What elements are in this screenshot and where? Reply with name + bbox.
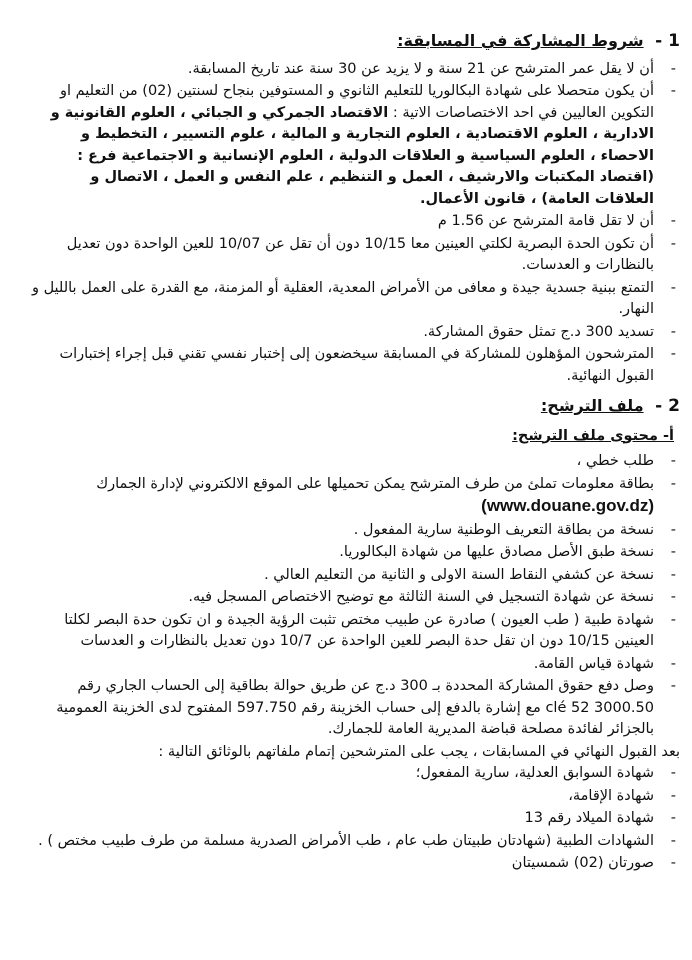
condition-height: - أن لا تقل قامة المترشح عن 1.56 م <box>28 211 680 233</box>
doc-height-certificate: - شهادة قياس القامة. <box>28 654 680 676</box>
final-doc-residence: - شهادة الإقامة، <box>28 786 680 808</box>
final-doc-medical: - الشهادات الطبية (شهادتان طبيتان طب عام ، طب الأمراض الصدرية مسلمة من طرف طبيب مختص ) . <box>28 831 680 853</box>
website-link[interactable]: (www.douane.gov.dz) <box>481 496 654 515</box>
section-1-heading <box>28 30 680 53</box>
section-1-number: 1 - <box>655 31 680 51</box>
condition-diploma-text: أن يكون متحصلا على شهادة البكالوريا للتعليم الثانوي و المستوفين بنجاح لسنتين (02) من التعليم او التكوين العاليين في احد الاختصاصات الاتية : <box>59 83 654 121</box>
section-2-heading <box>28 395 680 418</box>
condition-health: - التمتع ببنية جسدية جيدة و معافى من الأمراض المعدية، العقلية أو المزمنة، مع القدرة على العمل بالليل و النهار. <box>28 278 680 321</box>
doc-eye-certificate: - شهادة طبية ( طب العيون ) صادرة عن طبيب مختص تثبت الرؤية الجيدة و ان تكون حدة البصر لكلتا العينين 10/15 دون ان تقل حدة البصر للعين الواحدة عن 10/7 دون تعديل بالنظارات و العدسات <box>28 610 680 653</box>
condition-fee: - تسديد 300 د.ج تمثل حقوق المشاركة. <box>28 322 680 344</box>
final-admission-note: بعد القبول النهائي في المسابقات ، يجب على المترشحين إتمام ملفاتهم بالوثائق التالية : <box>158 743 680 760</box>
section-2-number: 2 - <box>655 396 680 416</box>
section-1-title: شروط المشاركة في المسابقة: <box>397 31 644 50</box>
doc-bac-copy: - نسخة طبق الأصل مصادق عليها من شهادة البكالوريا. <box>28 542 680 564</box>
doc-info-card <box>28 474 680 519</box>
doc-registration: - نسخة عن شهادة التسجيل في السنة الثالثة مع توضيح الاختصاص المسجل فيه. <box>28 587 680 609</box>
condition-vision: - أن تكون الحدة البصرية لكلتي العينين معا 10/15 دون أن تقل عن 10/07 للعين الواحدة دون تعديل بالنظارات و العدسات. <box>28 234 680 277</box>
conditions-list <box>28 59 680 388</box>
file-contents-subtitle: أ- محتوى ملف الترشح: <box>512 427 674 444</box>
condition-age: - أن لا يقل عمر المترشح عن 21 سنة و لا يزيد عن 30 سنة عند تاريخ المسابقة. <box>28 59 680 81</box>
final-doc-criminal-record: - شهادة السوابق العدلية، سارية المفعول؛ <box>28 763 680 785</box>
doc-id-copy: - نسخة من بطاقة التعريف الوطنية سارية المفعول . <box>28 520 680 542</box>
file-contents-list <box>28 451 680 875</box>
specialties-list: الاقتصاد الجمركي و الجبائي ، العلوم القانونية و الادارية ، العلوم الاقتصادية ، العلوم التجارية و المالية ، علوم التسيير ، التخطيط و الاحصاء ، العلوم السياسية و العلاقات الدولية ، العلوم الإنسانية و الاجتماعية فرع : (اقتصاد المكتبات والارشيف ، العمل و التنظيم ، علم النفس و العمل ، الاتصال و العلاقات العامة) ، قانون الأعمال. <box>50 104 654 207</box>
section-2-title: ملف الترشح: <box>540 396 644 415</box>
doc-written-request: - طلب خطي ، <box>28 451 680 473</box>
doc-info-card-text: بطاقة معلومات تملئ من طرف المترشح يمكن تحميلها على الموقع الالكتروني لإدارة الجمارك <box>96 475 654 492</box>
doc-transcripts: - نسخة عن كشفي النقاط السنة الاولى و الثانية من التعليم العالي . <box>28 565 680 587</box>
final-doc-birth-certificate: - شهادة الميلاد رقم 13 <box>28 808 680 830</box>
doc-payment-receipt: - وصل دفع حقوق المشاركة المحددة بـ 300 د.ج عن طريق حوالة بطاقية إلى الحساب الجاري رقم 3000.50 clé 52 مع إشارة بالدفع إلى حساب الخزينة رقم 597.750 المفتوح لدى الخزينة العمومية بالجزائر لفائدة مصلحة قباضة المديرية العامة للجمارك. <box>28 676 680 741</box>
final-doc-photos: - صورتان (02) شمسيتان <box>28 853 680 875</box>
condition-psych-test: - المترشحون المؤهلون للمشاركة في المسابقة سيخضعون إلى إختبار نفسي تقني قبل إجراء إختبارات القبول النهائية. <box>28 344 680 387</box>
condition-diploma <box>28 81 680 210</box>
